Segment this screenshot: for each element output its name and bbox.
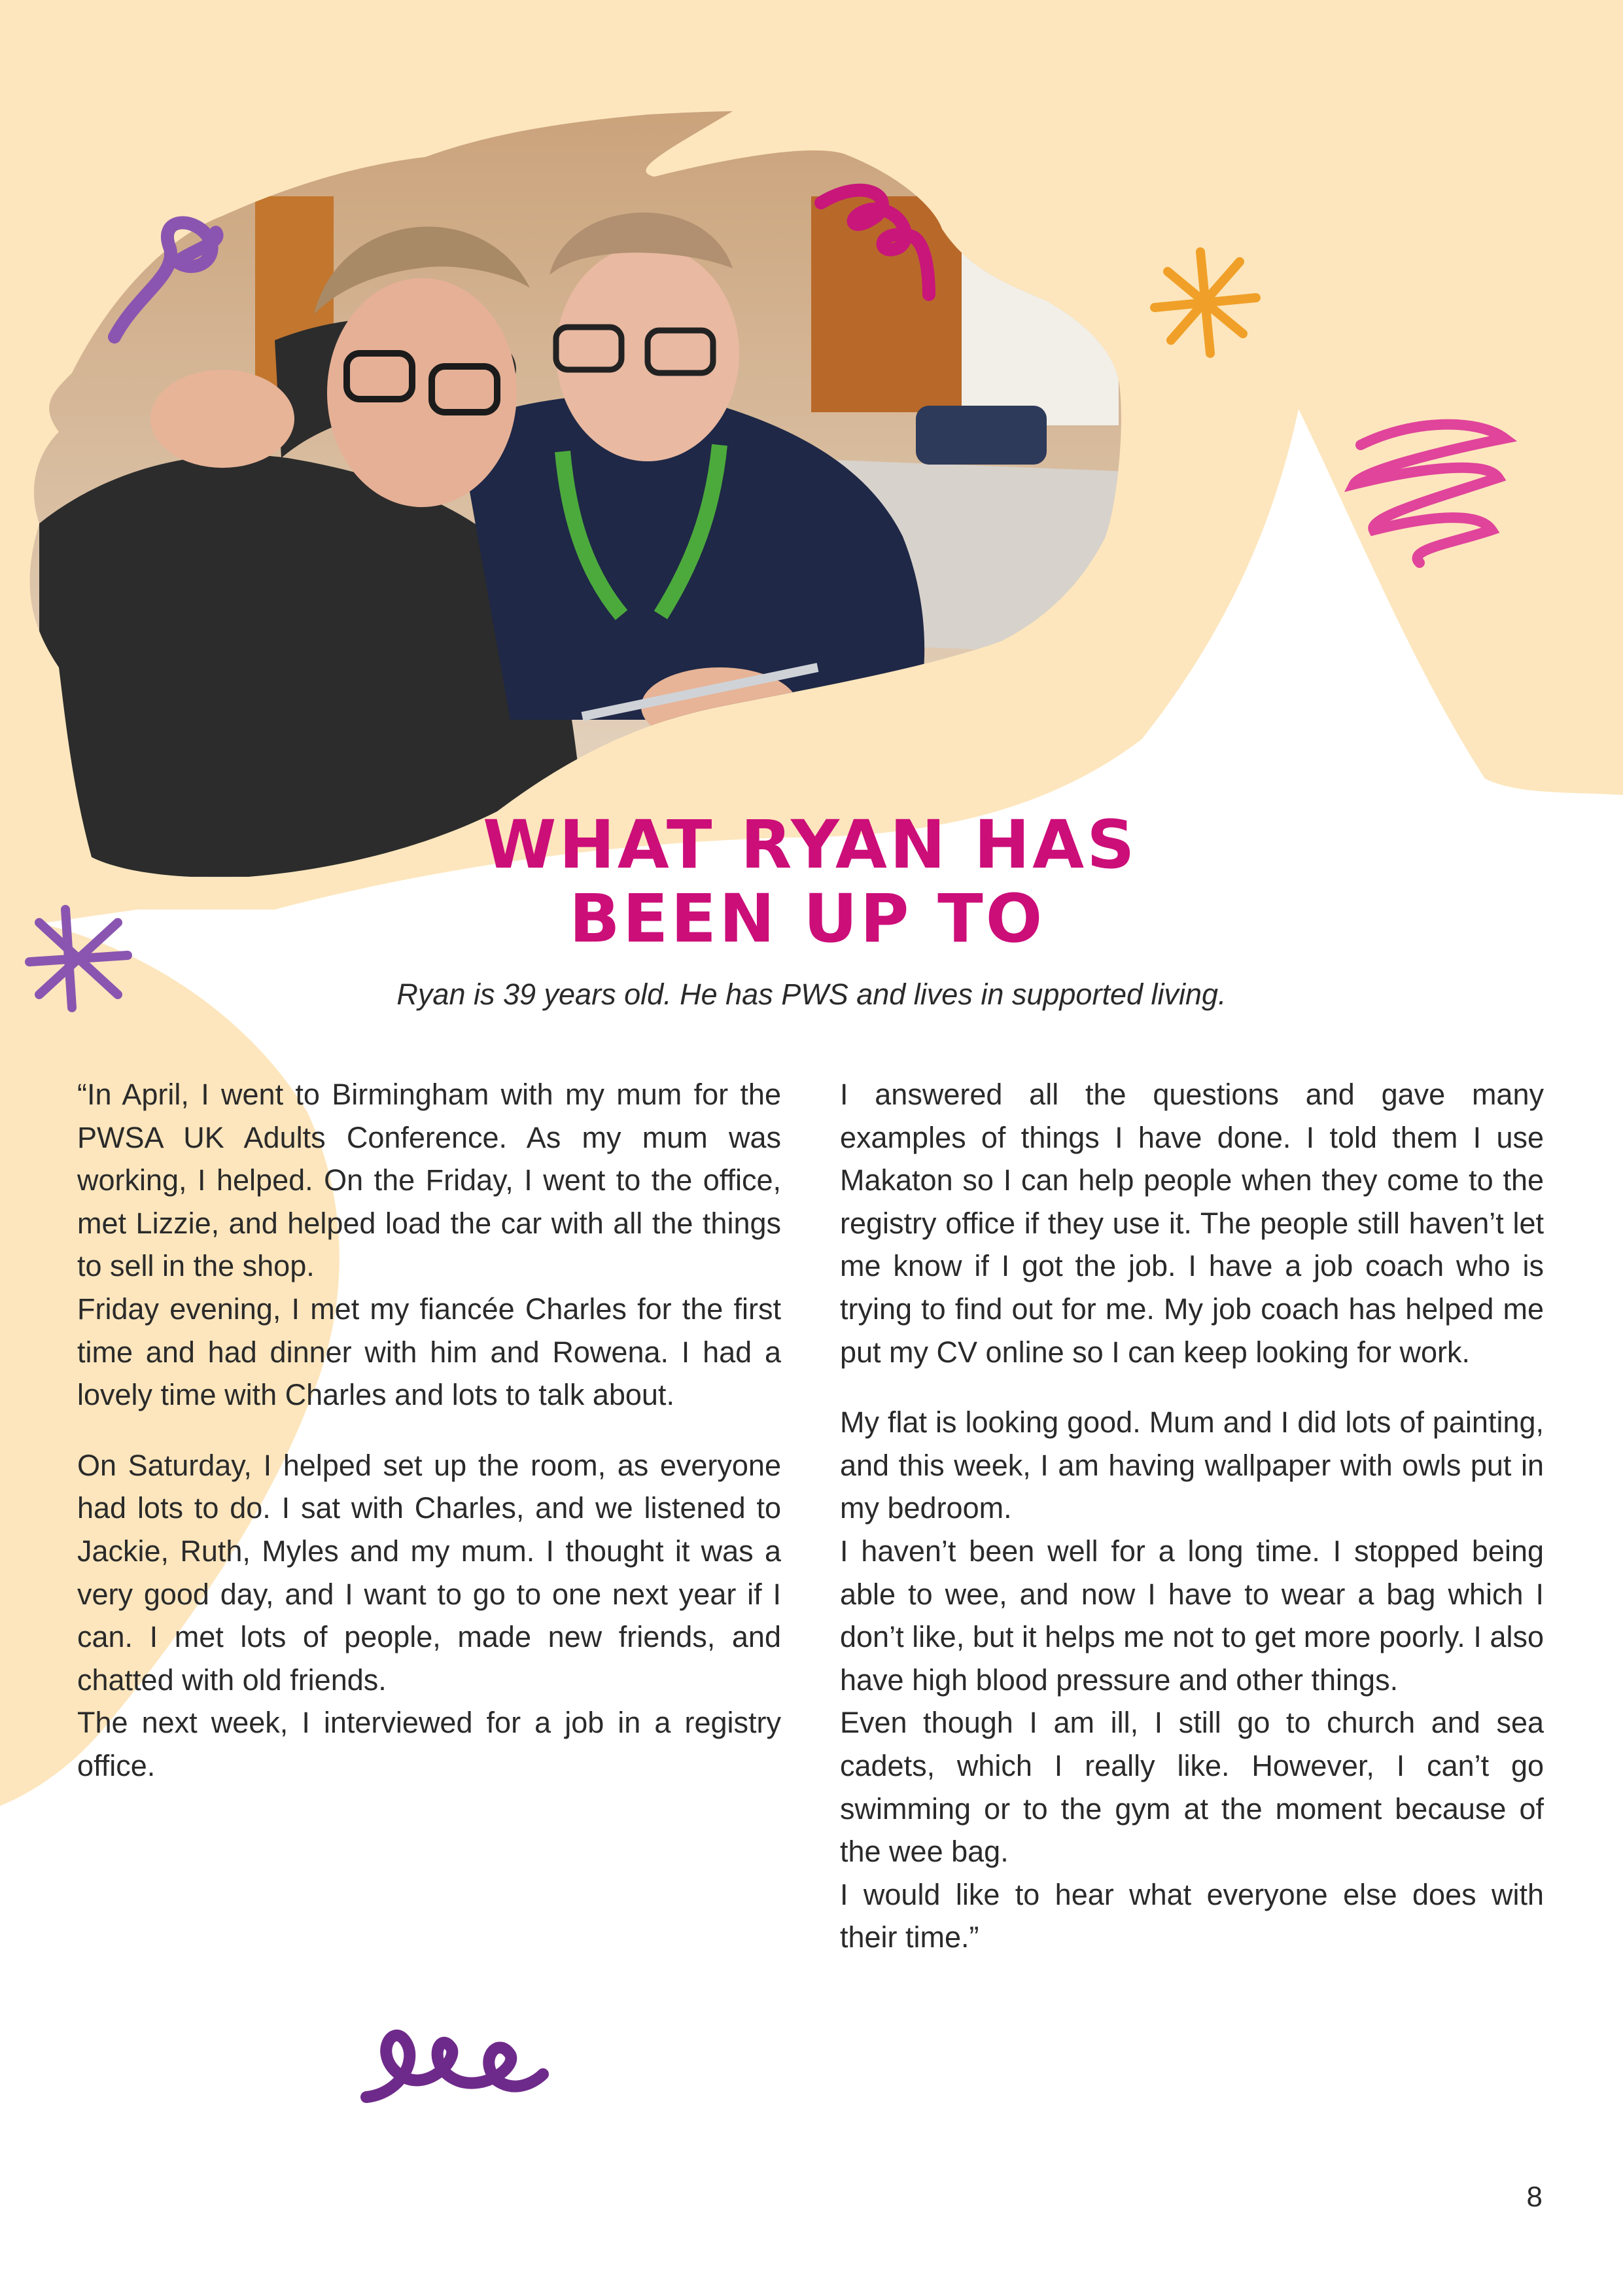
paragraph: The next week, I interviewed for a job in a registry office. (77, 1706, 781, 1782)
magenta-loop-icon (821, 190, 929, 294)
paragraph: Even though I am ill, I still go to church and sea cadets, which I really like. However, I can’t go swimming or to the gym at the moment because of the wee bag. (840, 1706, 1544, 1869)
purple-squiggle-icon (114, 222, 217, 337)
page-number: 8 (1526, 2181, 1543, 2213)
paragraph: Friday evening, I met my fiancée Charles for the first time and had dinner with him and Rowena. I had a lovely time with Charles and lots to talk about. (77, 1292, 781, 1412)
left-text-column (77, 1073, 781, 1788)
paragraph: My flat is looking good. Mum and I did lots of painting, and this week, I am having wallpaper with owls put in my bedroom. (840, 1405, 1544, 1525)
paragraph: On Saturday, I helped set up the room, as everyone had lots to do. I sat with Charles, and we listened to Jackie, Ruth, Myles and my mum. I thought it was a very good day, and I want to go to one next year if I can. I met lots of people, made new friends, and chatted with old friends. (77, 1448, 781, 1697)
dark-purple-loop-icon (366, 2036, 543, 2097)
paragraph: I answered all the questions and gave many examples of things I have done. I told them I use Makaton so I can help people when they come to the registry office if they use it. The people still haven’t let me know if I got the job. I have a job coach who is trying to find out for me. My job coach has helped me put my CV online so I can keep looking for work. (840, 1078, 1544, 1369)
paragraph: I would like to hear what everyone else does with their time.” (840, 1877, 1544, 1954)
paragraph: “In April, I went to Birmingham with my mum for the PWSA UK Adults Conference. As my mum was working, I helped. On the Friday, I went to the office, met Lizzie, and helped load the car with all the things to sell in the shop. (77, 1078, 781, 1283)
article-title-line-1: WHAT RYAN HAS (483, 806, 1138, 884)
orange-star-icon (1155, 252, 1256, 353)
article-title-line-2: BEEN UP TO (569, 880, 1045, 958)
paragraph: I haven’t been well for a long time. I stopped being able to wee, and now I have to wear a bag which I don’t like, but it helps me not to get more poorly. I also have high blood pressure and other things. (840, 1534, 1544, 1697)
right-text-column (840, 1073, 1544, 1959)
pink-scribble-icon (1354, 425, 1505, 563)
article-subtitle: Ryan is 39 years old. He has PWS and lives in supported living. (396, 978, 1227, 1011)
